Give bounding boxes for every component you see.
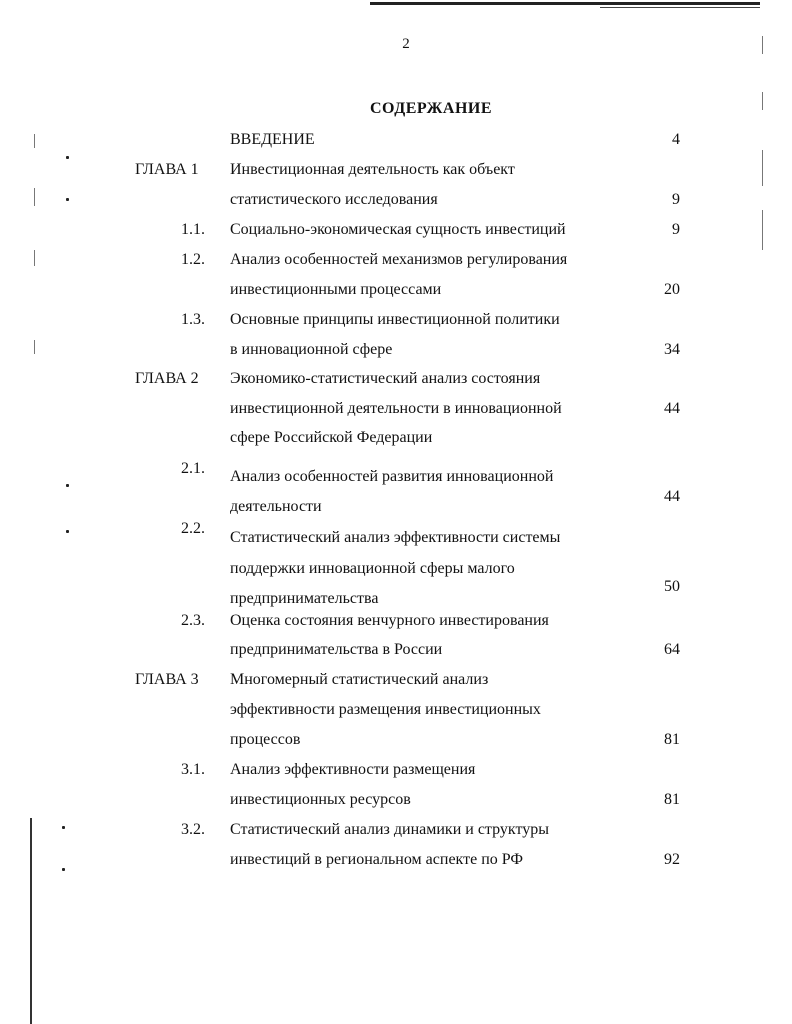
toc-entry-title: Инвестиционная деятельность как объект	[230, 161, 515, 178]
scan-mark	[762, 210, 763, 250]
toc-entry-title: Анализ особенностей развития инновационной	[230, 468, 554, 485]
toc-entry-title: Статистический анализ эффективности системы	[230, 529, 561, 546]
toc-entry-title: в инновационной сфере	[230, 341, 393, 358]
scan-speck	[66, 484, 69, 487]
toc-entry-title: поддержки инновационной сферы малого	[230, 560, 515, 577]
chapter-label: ГЛАВА 2	[135, 370, 199, 387]
section-number: 2.2.	[181, 520, 205, 537]
section-number: 1.2.	[181, 251, 205, 268]
toc-entry-title: Анализ эффективности размещения	[230, 761, 476, 778]
toc-entry-title: сфере Российской Федерации	[230, 429, 433, 446]
toc-entry-title: деятельности	[230, 498, 322, 515]
toc-entry-page: 64	[664, 641, 680, 658]
scan-mark	[34, 340, 35, 354]
section-number: 2.3.	[181, 612, 205, 629]
chapter-label: ГЛАВА 3	[135, 671, 199, 688]
toc-entry-title: ВВЕДЕНИЕ	[230, 131, 315, 148]
toc-entry-title: инвестиционных ресурсов	[230, 791, 411, 808]
toc-entry-title: Основные принципы инвестиционной политики	[230, 311, 560, 328]
toc-entry-title: Статистический анализ динамики и структуры	[230, 821, 549, 838]
toc-entry-title: предпринимательства в России	[230, 641, 443, 658]
toc-entry-title: Экономико-статистический анализ состояния	[230, 370, 541, 387]
toc-entry-page: 50	[664, 578, 680, 595]
scan-speck	[66, 156, 69, 159]
toc-entry-title: Социально-экономическая сущность инвестиций	[230, 221, 566, 238]
toc-title: СОДЕРЖАНИЕ	[369, 100, 493, 117]
toc-entry-title: эффективности размещения инвестиционных	[230, 701, 541, 718]
scan-top-rule-thin	[600, 7, 760, 8]
scan-mark	[34, 188, 35, 206]
toc-entry-page: 44	[664, 400, 680, 417]
toc-entry-page: 81	[664, 791, 680, 808]
toc-entry-title: предпринимательства	[230, 590, 379, 607]
scan-speck	[62, 826, 65, 829]
toc-entry-page: 44	[664, 488, 680, 505]
section-number: 3.2.	[181, 821, 205, 838]
scan-top-rule	[370, 2, 760, 5]
scan-mark	[762, 150, 763, 186]
page-number: 2	[402, 36, 410, 52]
toc-entry-title: статистического исследования	[230, 191, 438, 208]
scan-left-edge	[30, 818, 32, 1024]
toc-entry-title: Анализ особенностей механизмов регулирования	[230, 251, 568, 268]
toc-entry-page: 9	[672, 191, 680, 208]
scan-speck	[62, 868, 65, 871]
scan-speck	[66, 530, 69, 533]
section-number: 1.1.	[181, 221, 205, 238]
scan-speck	[66, 198, 69, 201]
toc-entry-page: 4	[672, 131, 680, 148]
toc-entry-title: Многомерный статистический анализ	[230, 671, 489, 688]
section-number: 3.1.	[181, 761, 205, 778]
toc-entry-title: инвестиций в региональном аспекте по РФ	[230, 851, 524, 868]
section-number: 1.3.	[181, 311, 205, 328]
toc-entry-title: процессов	[230, 731, 301, 748]
scan-mark	[34, 134, 35, 148]
toc-entry-page: 20	[664, 281, 680, 298]
section-number: 2.1.	[181, 460, 205, 477]
toc-entry-title: инвестиционной деятельности в инновационной	[230, 400, 562, 417]
toc-entry-page: 9	[672, 221, 680, 238]
toc-entry-page: 92	[664, 851, 680, 868]
toc-entry-page: 81	[664, 731, 680, 748]
toc-entry-title: Оценка состояния венчурного инвестирования	[230, 612, 549, 629]
scan-mark	[34, 250, 35, 266]
toc-entry-page: 34	[664, 341, 680, 358]
chapter-label: ГЛАВА 1	[135, 161, 199, 178]
toc-entry-title: инвестиционными процессами	[230, 281, 442, 298]
